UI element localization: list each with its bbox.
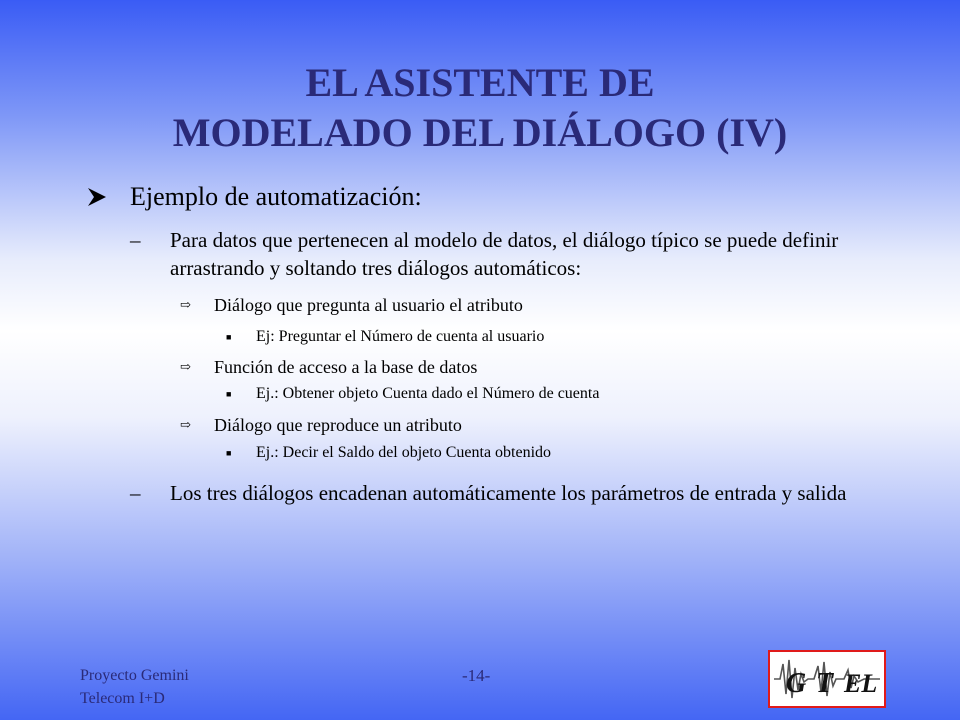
footer-org — [80, 664, 189, 710]
sub-item-1-text: Diálogo que pregunta al usuario el atributo — [214, 295, 523, 315]
dash-marker: – — [130, 481, 141, 505]
footer-org-line-1: Proyecto Gemini — [80, 667, 189, 684]
svg-text:G: G — [786, 668, 807, 699]
subsub-item-1 — [226, 326, 544, 348]
outline-arrow-icon: ⇨ — [180, 297, 191, 312]
main-bullet-text: Ejemplo de automatización: — [130, 182, 422, 211]
subsub-item-1-text: Ej: Preguntar el Número de cuenta al usuario — [256, 328, 545, 345]
outline-arrow-icon: ⇨ — [180, 417, 191, 432]
subsub-item-2 — [226, 383, 599, 405]
subsub-item-2-text: Ej.: Obtener objeto Cuenta dado el Número de cuenta — [256, 385, 600, 402]
square-icon: ■ — [226, 389, 232, 399]
subsub-item-3 — [226, 442, 551, 464]
dash-marker: – — [130, 228, 141, 252]
svg-text:EL: EL — [844, 669, 878, 698]
gtel-logo — [768, 650, 886, 708]
square-icon: ■ — [226, 448, 232, 458]
sub-item-3 — [180, 413, 462, 437]
dash-item-1 — [130, 226, 860, 282]
slide-title — [0, 58, 960, 158]
dash-item-2 — [130, 479, 860, 507]
subsub-item-3-text: Ej.: Decir el Saldo del objeto Cuenta obtenido — [256, 444, 552, 461]
footer-org-line-2: Telecom I+D — [80, 690, 165, 707]
main-bullet — [86, 180, 422, 217]
title-line-2: MODELADO DEL DIÁLOGO (IV) — [172, 110, 788, 155]
sub-item-3-text: Diálogo que reproduce un atributo — [214, 415, 462, 435]
sub-item-2-text: Función de acceso a la base de datos — [214, 357, 478, 377]
outline-arrow-icon: ⇨ — [180, 359, 191, 374]
dash-item-2-text: Los tres diálogos encadenan automáticamente los parámetros de entrada y salida — [170, 481, 847, 505]
dash-item-1-text: Para datos que pertenecen al modelo de datos, el diálogo típico se puede definir arrastrando y soltando tres diálogos automáticos: — [170, 228, 839, 280]
square-icon: ■ — [226, 332, 232, 342]
page-number: -14- — [462, 666, 491, 685]
title-line-1: EL ASISTENTE DE — [305, 60, 655, 105]
sub-item-1 — [180, 293, 523, 317]
svg-text:T: T — [816, 668, 834, 699]
sub-item-2 — [180, 355, 477, 379]
arrowhead-icon — [86, 180, 130, 217]
